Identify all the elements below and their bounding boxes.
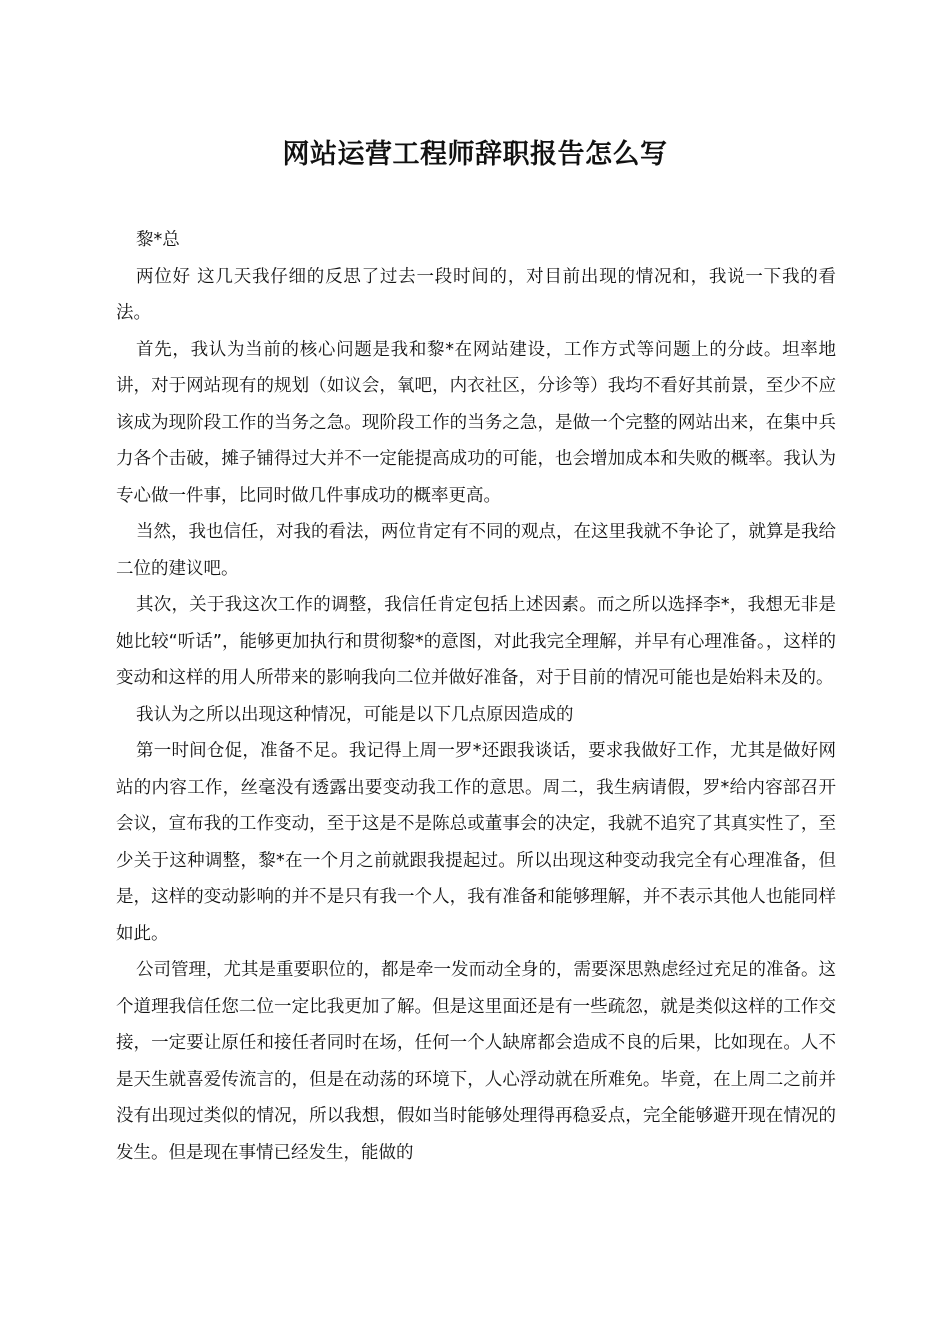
paragraph: 首先，我认为当前的核心问题是我和黎*在网站建设，工作方式等问题上的分歧。坦率地讲，对于网站现有的规划（如议会，氧吧，内衣社区，分诊等）我均不看好其前景，至少不应该成为现阶段工作的当务之急。现阶段工作的当务之急，是做一个完整的网站出来，在集中兵力各个击破，摊子铺得过大并不一定能提高成功的可能，也会增加成本和失败的概率。我认为专心做一件事，比同时做几件事成功的概率更高。 [116,339,836,506]
paragraph: 第一时间仓促，准备不足。我记得上周一罗*还跟我谈话，要求我做好工作，尤其是做好网站的内容工作，丝毫没有透露出要变动我工作的意思。周二，我生病请假，罗*给内容部召开会议，宣布我的工作变动，至于这是不是陈总或董事会的决定，我就不追究了其真实性了，至少关于这种调整，黎*在一个月之前就跟我提起过。所以出现这种变动我完全有心理准备，但是，这样的变动影响的并不是只有我一个人，我有准备和能够理解，并不表示其他人也能同样如此。 [116,741,836,944]
salutation: 黎*总 [136,230,180,250]
document-body [116,222,836,1171]
paragraph: 当然，我也信任，对我的看法，两位肯定有不同的观点，在这里我就不争论了，就算是我给二位的建议吧。 [116,522,836,579]
paragraph: 我认为之所以出现这种情况，可能是以下几点原因造成的 [136,704,574,725]
paragraph: 两位好 这几天我仔细的反思了过去一段时间的，对目前出现的情况和，我说一下我的看法。 [116,266,836,323]
paragraph: 其次，关于我这次工作的调整，我信任肯定包括上述因素。而之所以选择李*，我想无非是她比较“听话”，能够更加执行和贯彻黎*的意图，对此我完全理解，并早有心理准备。，这样的变动和这样的用人所带来的影响我向二位并做好准备，对于目前的情况可能也是始料未及的。 [116,595,836,688]
document-title: 网站运营工程师辞职报告怎么写 [282,139,668,170]
paragraph: 公司管理，尤其是重要职位的，都是牵一发而动全身的，需要深思熟虑经过充足的准备。这个道理我信任您二位一定比我更加了解。但是这里面还是有一些疏忽，就是类似这样的工作交接，一定要让原任和接任者同时在场，任何一个人缺席都会造成不良的后果，比如现在。人不是天生就喜爱传流言的，但是在动荡的环境下，人心浮动就在所难免。毕竟，在上周二之前并没有出现过类似的情况，所以我想，假如当时能够处理得再稳妥点，完全能够避开现在情况的发生。但是现在事情已经发生，能做的 [116,960,836,1163]
